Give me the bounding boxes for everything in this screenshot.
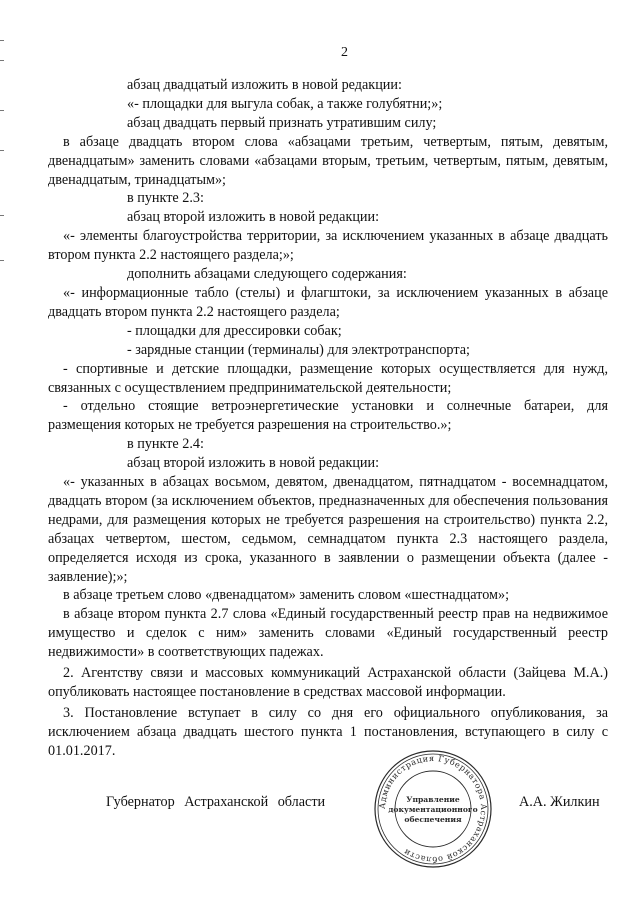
- signatory-title: Губернатор Астраханской области: [106, 794, 326, 810]
- paragraph: «- площадки для выгула собак, а также голубятни;»;: [127, 95, 443, 112]
- paragraph: в абзаце втором пункта 2.7 слова «Единый государственный реестр прав на недвижимое имущество и сделок с ним» заменить словами «Единый государственный реестр недвижимости» в соответствующих падежах.: [48, 606, 608, 661]
- paragraph: дополнить абзацами следующего содержания:: [127, 266, 407, 283]
- seal-ring-text: Администрация Губернатора Астраханской области: [376, 752, 490, 866]
- paragraph: абзац второй изложить в новой редакции:: [127, 455, 380, 472]
- seal-center-line: обеспечения: [404, 815, 462, 824]
- page-number: 2: [341, 45, 348, 60]
- paragraph: абзац двадцатый изложить в новой редакции:: [127, 77, 402, 93]
- official-seal: [372, 748, 494, 870]
- paragraph: - спортивные и детские площадки, размещение которых осуществляется для нужд, связанных с осуществлением предпринимательской деятельности;: [48, 360, 608, 396]
- paragraph: в пункте 2.4:: [127, 436, 204, 453]
- paragraph: «- элементы благоустройства территории, за исключением указанных в абзаце двадцать втором пункта 2.2 настоящего раздела;»;: [48, 228, 608, 264]
- paragraph: 2. Агентству связи и массовых коммуникаций Астраханской области (Зайцева М.А.) опубликовать настоящее постановление в средствах массовой информации.: [48, 665, 608, 700]
- scan-edge-mark: [0, 40, 4, 41]
- seal-center-line: Управление: [406, 795, 460, 804]
- paragraph: - отдельно стоящие ветроэнергетические установки и солнечные батареи, для размещения которых не требуется разрешения на строительство.»;: [48, 398, 608, 434]
- paragraph: - зарядные станции (терминалы) для электротранспорта;: [127, 341, 470, 358]
- paragraph: «- информационные табло (стелы) и флагштоки, за исключением указанных в абзаце двадцать втором пункта 2.2 настоящего раздела;: [48, 284, 608, 320]
- paragraph: - площадки для дрессировки собак;: [127, 322, 342, 339]
- paragraph: абзац второй изложить в новой редакции:: [127, 209, 380, 226]
- scan-edge-mark: [0, 260, 4, 261]
- scan-edge-mark: [0, 60, 4, 61]
- paragraph: в абзаце двадцать втором слова «абзацами третьим, четвертым, пятым, девятым, двенадцатым» заменить словами «абзацами вторым, третьим, четвертым, пятым, девятым, двенадцатым, тринадцатым»;: [48, 133, 608, 188]
- paragraph: в пункте 2.3:: [127, 190, 204, 207]
- scan-edge-mark: [0, 215, 4, 216]
- signatory-name: А.А. Жилкин: [519, 794, 600, 810]
- scan-edge-mark: [0, 150, 4, 151]
- paragraph: 3. Постановление вступает в силу со дня его официального опубликования, за исключением абзаца двадцать шестого пункта 1 постановления, вступающего в силу с 01.01.2017.: [48, 704, 608, 759]
- paragraph: в абзаце третьем слово «двенадцатом» заменить словом «шестнадцатом»;: [63, 587, 510, 604]
- scan-edge-mark: [0, 110, 4, 111]
- seal-center-line: документационного: [388, 805, 478, 814]
- paragraph: «- указанных в абзацах восьмом, девятом, двенадцатом, пятнадцатом - восемнадцатом, двадцать втором (за исключением объектов, предназначенных для обеспечения пользования недрами, для размещения которых не требуется разрешения на строительство) пункта 2.2, абзацах четвертом, шестом, седьмом, семнадцатом пункта 2.3 настоящего раздела, определяется исходя из срока, указанного в заявлении о размещении объекта (далее - заявление);»;: [48, 474, 608, 585]
- paragraph: абзац двадцать первый признать утратившим силу;: [127, 114, 437, 131]
- body-text: [48, 76, 608, 761]
